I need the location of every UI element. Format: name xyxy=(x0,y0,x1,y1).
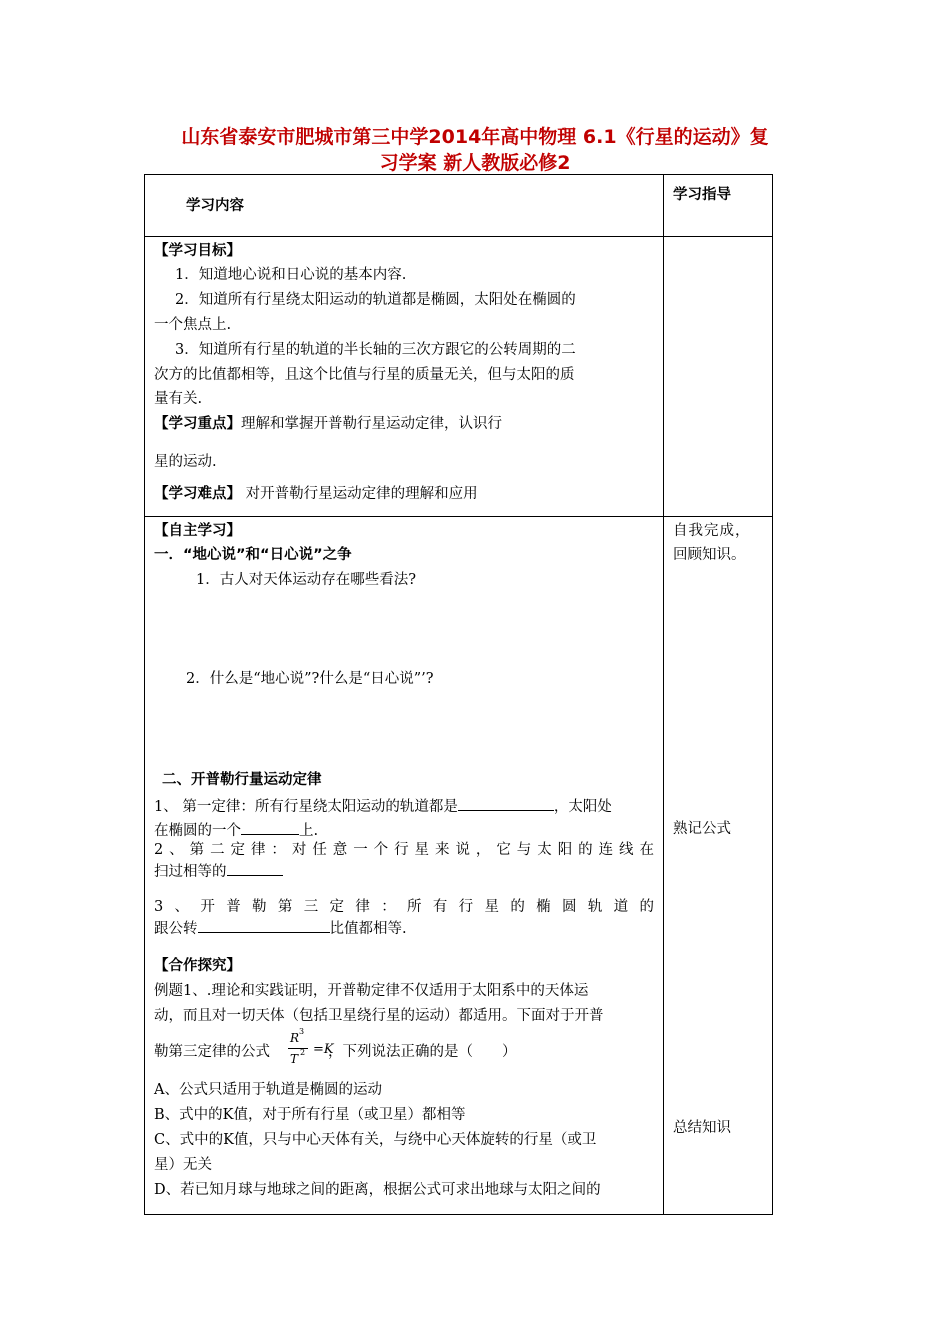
self-study-label: 【自主学习】 xyxy=(154,523,241,539)
law-1-text-3: 上. xyxy=(299,823,319,839)
formula-rhs: =K xyxy=(313,1042,334,1057)
law-3-text: 跟公转 xyxy=(154,921,198,937)
law-1-line-1 xyxy=(154,795,612,817)
section-1-heading: 一．“地心说”和“日心说”之争 xyxy=(154,547,352,563)
coop-label: 【合作探究】 xyxy=(154,958,241,974)
header-guide: 学习指导 xyxy=(673,187,731,203)
law-2-line-1: 2、第二定律：对任意一个行星来说，它与太阳的连线在 xyxy=(154,842,654,858)
document-title xyxy=(120,124,830,176)
option-b: B、式中的K值，对于所有行星（或卫星）都相等 xyxy=(154,1107,466,1123)
formula-numerator-exponent: 3 xyxy=(299,1027,305,1036)
section-2-heading: 二、开普勒行量运动定律 xyxy=(162,772,322,788)
key-text: 理解和掌握开普勒行星运动定律，认识行 xyxy=(241,416,502,432)
goal-item: 次方的比值都相等，且这个比值与行星的质量无关，但与太阳的质 xyxy=(154,367,575,383)
key-text-2: 星的运动. xyxy=(154,454,217,470)
goal-item: 一个焦点上. xyxy=(154,317,232,333)
law-1-text: 1、 第一定律：所有行星绕太阳运动的轨道都是 xyxy=(154,799,458,815)
goal-item: 1．知道地心说和日心说的基本内容. xyxy=(175,267,407,283)
law-3-line-1: 3、开普勒第三定律：所有行星的椭圆轨道的 xyxy=(154,899,654,915)
formula-denominator-exponent: 2 xyxy=(300,1048,306,1057)
table-divider-1 xyxy=(144,236,773,237)
answer-blank[interactable] xyxy=(241,819,299,835)
option-a: A、公式只适用于轨道是椭圆的运动 xyxy=(154,1082,382,1098)
law-3-text-end: 比值都相等. xyxy=(329,921,407,937)
guide-summarize: 总结知识 xyxy=(673,1120,731,1136)
law-3-line-2 xyxy=(154,917,407,939)
key-label: 【学习重点】 xyxy=(154,416,241,432)
formula-numerator: R xyxy=(290,1031,300,1045)
table-border-bottom xyxy=(144,1214,773,1215)
example-line-3: 勒第三定律的公式 xyxy=(154,1044,270,1060)
option-c: C、式中的K值，只与中心天体有关，与绕中心天体旋转的行星（或卫 xyxy=(154,1132,597,1148)
law-1-line-2 xyxy=(154,819,318,841)
example-line-1: 例题1、.理论和实践证明，开普勒定律不仅适用于太阳系中的天体运 xyxy=(154,983,589,999)
guide-self-complete: 自我完成， xyxy=(673,523,751,539)
difficulty-text: 对开普勒行星运动定律的理解和应用 xyxy=(245,486,478,502)
goal-item: 2．知道所有行星绕太阳运动的轨道都是椭圆，太阳处在椭圆的 xyxy=(175,292,576,308)
title-line-1: 山东省泰安市肥城市第三中学2014年高中物理 6.1《行星的运动》复 xyxy=(181,126,769,148)
guide-review: 回顾知识。 xyxy=(673,547,746,563)
goal-item: 3．知道所有行星的轨道的半长轴的三次方跟它的公转周期的二 xyxy=(175,342,576,358)
example-line-3-end: ，下列说法正确的是（ ） xyxy=(328,1044,517,1060)
law-1-text-2: 在椭圆的一个 xyxy=(154,823,241,839)
difficulty-point xyxy=(154,484,478,504)
table-column-divider xyxy=(663,174,664,1214)
option-c-continued: 星）无关 xyxy=(154,1157,212,1173)
law-2-text: 扫过相等的 xyxy=(154,864,227,880)
key-point xyxy=(154,414,502,434)
law-1-text-end: ，太阳处 xyxy=(553,799,612,815)
table-divider-2 xyxy=(144,516,773,517)
formula-denominator: T xyxy=(290,1052,299,1066)
answer-blank[interactable] xyxy=(458,795,554,811)
table-border-right xyxy=(772,174,773,1214)
goals-label: 【学习目标】 xyxy=(154,243,241,259)
question-2: 2．什么是“地心说”?什么是“日心说”’? xyxy=(186,671,434,687)
answer-blank[interactable] xyxy=(227,860,283,876)
option-d: D、若已知月球与地球之间的距离，根据公式可求出地球与太阳之间的 xyxy=(154,1182,601,1198)
table-border-top xyxy=(144,174,773,175)
difficulty-label: 【学习难点】 xyxy=(154,486,241,502)
example-line-2: 动，而且对一切天体（包括卫星绕行星的运动）都适用。下面对于开普 xyxy=(154,1008,604,1024)
goal-item: 量有关. xyxy=(154,391,203,407)
title-line-2: 习学案 新人教版必修2 xyxy=(379,152,571,174)
table-border-left xyxy=(144,174,145,1214)
answer-blank[interactable] xyxy=(198,917,330,933)
header-content: 学习内容 xyxy=(186,198,244,214)
guide-memorize: 熟记公式 xyxy=(673,821,731,837)
law-2-line-2 xyxy=(154,860,283,882)
question-1: 1．古人对天体运动存在哪些看法? xyxy=(196,572,416,588)
